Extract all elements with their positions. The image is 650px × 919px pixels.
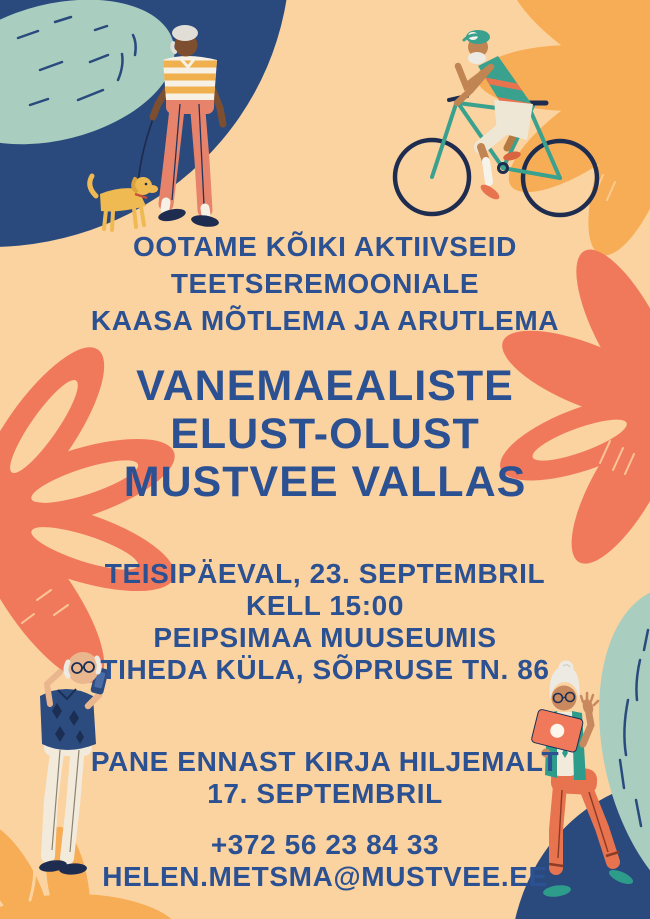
contact-email: HELEN.METSMA@MUSTVEE.EE xyxy=(102,861,548,892)
navy-blob-top-left xyxy=(0,0,290,247)
register-line: 17. SEPTEMBRIL xyxy=(207,778,443,809)
intro-line: TEETSEREMOONIALE xyxy=(170,268,480,299)
title-line: MUSTVEE VALLAS xyxy=(123,458,527,506)
contact-phone: +372 56 23 84 33 xyxy=(210,829,440,860)
intro-line: OOTAME KÕIKI AKTIIVSEID xyxy=(132,231,518,262)
contact-info xyxy=(0,829,650,893)
event-address: TIHEDA KÜLA, SÕPRUSE TN. 86 xyxy=(100,654,550,685)
event-date: TEISIPÄEVAL, 23. SEPTEMBRIL xyxy=(104,558,546,589)
event-details xyxy=(0,558,650,686)
register-line: PANE ENNAST KIRJA HILJEMALT xyxy=(90,746,560,777)
registration-note xyxy=(0,746,650,810)
event-time: KELL 15:00 xyxy=(246,590,404,621)
intro-line: KAASA MÕTLEMA JA ARUTLEMA xyxy=(90,305,560,336)
event-venue: PEIPSIMAA MUUSEUMIS xyxy=(153,622,497,653)
intro-text xyxy=(0,228,650,339)
title-line: ELUST-OLUST xyxy=(170,410,480,458)
poster-title xyxy=(0,362,650,506)
title-line: VANEMAEALISTE xyxy=(136,362,514,410)
